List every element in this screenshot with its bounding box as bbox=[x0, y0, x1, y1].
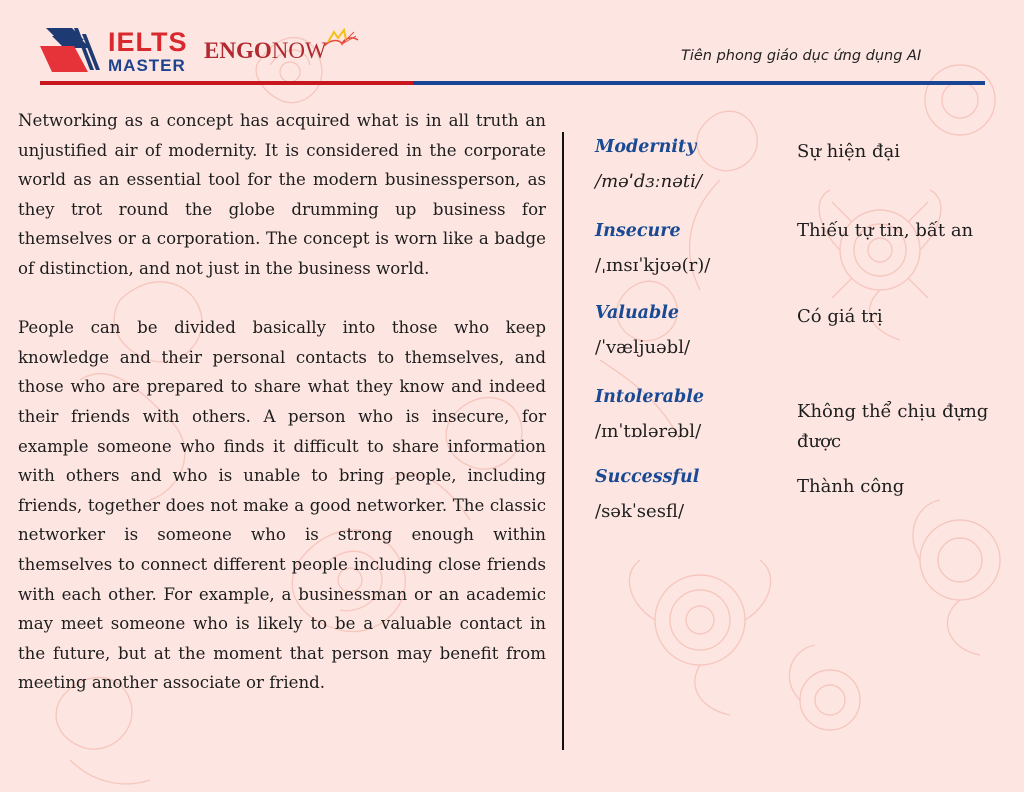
vocab-word: Valuable bbox=[595, 303, 680, 323]
header-rule-red bbox=[40, 81, 413, 85]
reading-passage bbox=[18, 106, 546, 698]
tagline: Tiên phong giáo dục ứng dụng AI bbox=[681, 48, 922, 64]
open-book-icon bbox=[320, 28, 360, 50]
vocab-item-valuable bbox=[595, 298, 690, 368]
vocab-item-modernity bbox=[595, 132, 702, 202]
brand-bold: ENGO bbox=[204, 38, 272, 63]
logo-line-master: MASTER bbox=[108, 55, 186, 75]
vocab-ipa: /səkˈsesfl/ bbox=[595, 501, 685, 522]
vocab-ipa: /ˌɪnsɪˈkjʊə(r)/ bbox=[595, 255, 711, 276]
vocab-ipa: /məˈdɜːnəti/ bbox=[595, 171, 702, 192]
vocab-meaning: Thiếu tự tin, bất an bbox=[797, 220, 974, 241]
vocab-word: Intolerable bbox=[595, 387, 705, 407]
vocab-meaning: Sự hiện đại bbox=[797, 141, 900, 162]
vocab-ipa: /ɪnˈtɒlərəbl/ bbox=[595, 421, 702, 442]
ielts-master-logo-icon bbox=[38, 26, 104, 76]
logo-line-ielts: IELTS bbox=[108, 26, 188, 57]
vocab-word: Modernity bbox=[595, 137, 697, 157]
header-rule-blue bbox=[413, 81, 985, 85]
passage-paragraph-1: Networking as a concept has acquired what is in all truth an unjustified air of modernity. It is considered in the corporate world as an essential tool for the modern businessperson, as they trot round the globe drumming up business for themselves or a corporation. The concept is worn like a badge of distinction, and not just in the business world. bbox=[18, 111, 546, 278]
vocab-meaning: Có giá trị bbox=[797, 306, 883, 327]
vocab-item-intolerable bbox=[595, 382, 704, 452]
brand-regular: NOW bbox=[271, 38, 327, 63]
passage-paragraph-2: People can be divided basically into those who keep knowledge and their personal contacts to themselves, and those who are prepared to share what they know and indeed their friends with others. A person who is insecure, for example someone who finds it difficult to share information with others and who is unable to bring people, including friends, together does not make a good networker. The classic networker is someone who is strong enough within themselves to connect different people including close friends with each other. For example, a businessman or an academic may meet someone who is likely to be a valuable contact in the future, but at the moment that person may benefit from meeting another associate or friend. bbox=[18, 318, 546, 693]
ielts-master-logo bbox=[38, 26, 188, 76]
vocab-ipa: /ˈvæljuəbl/ bbox=[595, 337, 691, 358]
header bbox=[0, 0, 1024, 90]
engonow-logo bbox=[204, 38, 327, 64]
vocab-meaning: Không thể chịu đựng được bbox=[797, 401, 989, 452]
vocab-item-successful bbox=[595, 462, 699, 532]
vocab-word: Insecure bbox=[595, 221, 681, 241]
vocab-meaning: Thành công bbox=[797, 476, 905, 497]
vocab-item-insecure bbox=[595, 216, 710, 286]
column-divider bbox=[562, 132, 564, 750]
vocab-word: Successful bbox=[595, 467, 700, 487]
